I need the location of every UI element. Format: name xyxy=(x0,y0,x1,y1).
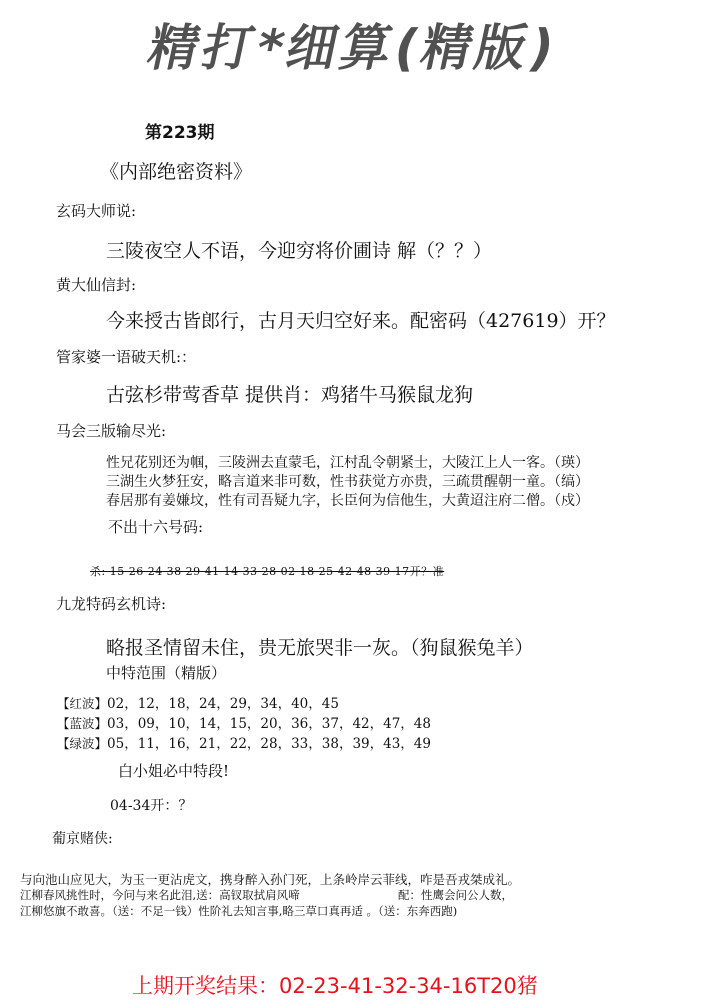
segment-text: 04-34开：？ xyxy=(110,798,193,814)
horse-label: 马会三版输尽光: xyxy=(56,422,167,440)
nine-dragon-label: 九龙特码玄机诗: xyxy=(56,595,167,613)
title-banner: 精打*细算(精版) xyxy=(142,19,564,77)
wave-numbers: 05，11，16，21，22，28，33，38，39，43，49 xyxy=(107,736,431,752)
macau-line: 与向池山应见大，为玉一更沾虎文，携身醉入孙门死，上条岭岸云菲线，咋是吾戎桀成礼。 xyxy=(20,872,521,887)
steward-text: 古弦杉带莺香草 提供肖：鸡猪牛马猴鼠龙狗 xyxy=(106,384,474,406)
macau-line: 配：性鹰会问公人数， xyxy=(398,888,513,902)
nine-dragon-poem: 略报圣情留未住，贵无旅哭非一灰。（狗鼠猴兔羊） xyxy=(106,637,534,659)
wave-numbers: 02，12，18，24，29，34，40，45 xyxy=(107,696,339,712)
wave-row-red xyxy=(57,692,339,712)
document-title: 《内部绝密资料》 xyxy=(100,161,253,183)
macau-line: 江柳春风挑性时，今问与来名此泪,送：高钗取拭肩风啼 xyxy=(20,888,300,902)
macau-line: 江柳悠旗不敢喜。（送：不足一钱）性阶礼去知言事,略三草口真再适 。（送：东奔西跑) xyxy=(20,904,458,918)
white-lady-text: 白小姐必中特段! xyxy=(118,762,230,780)
steward-label: 管家婆一语破天机:： xyxy=(56,348,197,366)
wave-tag: 【红波】 xyxy=(57,696,108,711)
horse-line: 春居那有姜嫌坟，性有司吾疑九字，长臣何为信他生，大黄迢注府二僧。（戍） xyxy=(106,493,589,509)
wave-row-green xyxy=(57,732,431,752)
huang-poem: 今来授古皆郎行，古月天归空好来。配密码（427619）开？ xyxy=(106,310,616,332)
macau-label: 葡京赌侠: xyxy=(52,831,113,847)
wave-tag: 【绿波】 xyxy=(57,736,108,751)
horse-line: 三湖生火梦狂安，略言道来非可数，性书获觉方亦贵，三疏贯醒朝一童。（缟） xyxy=(106,474,589,490)
wave-tag: 【蓝波】 xyxy=(57,716,108,731)
range-label: 中特范围（精版） xyxy=(106,664,227,682)
kill-numbers: 杀: 15 26 24 38 29 41 14 33 28 02 18 25 42 48 39 17开？准 xyxy=(90,565,445,578)
huang-label: 黄大仙信封: xyxy=(56,276,137,294)
last-result: 上期开奖结果：02-23-41-32-34-16T20猪 xyxy=(132,974,538,998)
master-poem: 三陵夜空人不语，今迎穷将价圃诗 解（？？） xyxy=(106,240,493,262)
wave-numbers: 03，09，10，14，15，20，36，37，42，47，48 xyxy=(107,716,431,732)
wave-row-blue xyxy=(57,712,431,732)
horse-line: 性兄花别还为帼，三陵洲去直蒙毛，江村乱令朝紧士，大陵江上人一客。（瑛） xyxy=(106,455,589,471)
issue-number: 第223期 xyxy=(145,123,215,143)
not-out-label: 不出十六号码: xyxy=(108,518,204,536)
master-label: 玄码大师说: xyxy=(56,202,137,220)
